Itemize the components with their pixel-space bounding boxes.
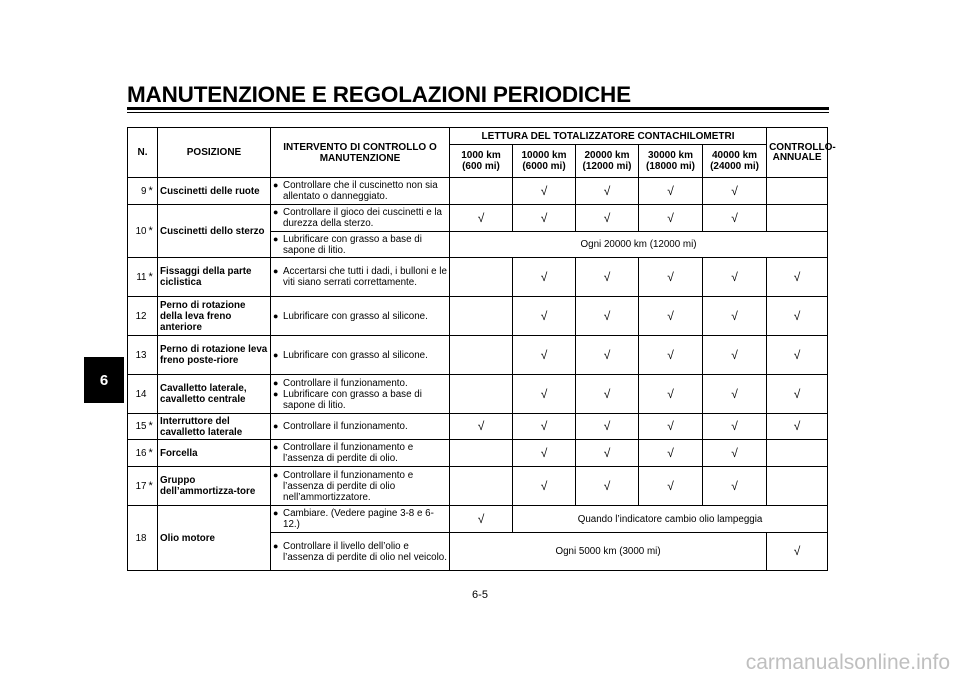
check-mark: √ xyxy=(639,414,703,440)
bullet-icon: ● xyxy=(273,469,279,480)
bullet-icon: ● xyxy=(273,442,279,452)
check-mark: √ xyxy=(639,297,703,336)
bullet-icon: ● xyxy=(273,421,279,431)
interval-note: Quando l’indicatore cambio olio lampeggia xyxy=(513,506,828,533)
bullet-icon: ● xyxy=(273,180,279,190)
check-mark: √ xyxy=(703,414,767,440)
table-row: 12 Perno di rotazione della leva freno anteriore ● Lubrificare con grasso al silicone. √ √ √ √ √ xyxy=(128,297,828,336)
check-mark: √ xyxy=(513,414,576,440)
check-mark: √ xyxy=(576,440,639,467)
check-mark: √ xyxy=(450,414,513,440)
header-position: POSIZIONE xyxy=(158,128,271,178)
bullet-icon: ● xyxy=(273,508,279,518)
bullet-icon: ● xyxy=(273,233,279,244)
check-mark: √ xyxy=(767,414,828,440)
header-km-10000: 10000 km (6000 mi) xyxy=(513,145,576,178)
check-mark: √ xyxy=(703,375,767,414)
interval-note: Ogni 5000 km (3000 mi) xyxy=(450,533,767,571)
check-mark: √ xyxy=(703,336,767,375)
table-row: ● Controllare il livello dell’olio e l’assenza di perdite di olio nel veicolo. Ogni 5000 km (3000 mi) √ xyxy=(128,533,828,571)
check-mark: √ xyxy=(513,258,576,297)
check-mark: √ xyxy=(576,178,639,205)
check-mark: √ xyxy=(576,258,639,297)
header-intervention: INTERVENTO DI CONTROLLO O MANUTENZIONE xyxy=(271,128,450,178)
check-mark: √ xyxy=(639,336,703,375)
check-mark: √ xyxy=(639,178,703,205)
chapter-tab: 6 xyxy=(84,357,124,403)
check-mark: √ xyxy=(639,467,703,506)
check-mark: √ xyxy=(767,258,828,297)
check-mark: √ xyxy=(703,258,767,297)
check-mark: √ xyxy=(703,467,767,506)
check-mark: √ xyxy=(639,440,703,467)
check-mark: √ xyxy=(767,375,828,414)
bullet-icon: ● xyxy=(273,310,279,321)
check-mark: √ xyxy=(767,297,828,336)
watermark: carmanualsonline.info xyxy=(745,651,950,674)
header-km-1000: 1000 km (600 mi) xyxy=(450,145,513,178)
check-mark: √ xyxy=(513,375,576,414)
check-mark: √ xyxy=(639,375,703,414)
check-mark: √ xyxy=(513,297,576,336)
bullet-icon: ● xyxy=(273,377,279,388)
check-mark: √ xyxy=(703,440,767,467)
page-number: 6-5 xyxy=(472,589,488,601)
header-km-30000: 30000 km (18000 mi) xyxy=(639,145,703,178)
check-mark: √ xyxy=(513,440,576,467)
table-row: ● Lubrificare con grasso a base di sapone di litio. Ogni 20000 km (12000 mi) xyxy=(128,232,828,258)
bullet-icon: ● xyxy=(273,207,279,217)
table-row: 9 * Cuscinetti delle ruote ● Controllare che il cuscinetto non sia allentato o danneggiato. √ √ √ √ xyxy=(128,178,828,205)
header-km-20000: 20000 km (12000 mi) xyxy=(576,145,639,178)
check-mark: √ xyxy=(450,205,513,232)
check-mark: √ xyxy=(767,533,828,571)
table-row: 13 Perno di rotazione leva freno poste-riore ● Lubrificare con grasso al silicone. √ √ √ √ √ xyxy=(128,336,828,375)
title-rule-thick xyxy=(127,107,829,110)
check-mark: √ xyxy=(513,336,576,375)
table-row: 11 * Fissaggi della parte ciclistica ● Accertarsi che tutti i dadi, i bulloni e le viti siano serrati correttamente. √ √ √ √ √ xyxy=(128,258,828,297)
bullet-icon: ● xyxy=(273,266,279,276)
bullet-icon: ● xyxy=(273,349,279,360)
page-title: MANUTENZIONE E REGOLAZIONI PERIODICHE xyxy=(127,82,631,107)
header-odometer: LETTURA DEL TOTALIZZATORE CONTACHILOMETRI xyxy=(450,128,767,145)
check-mark: √ xyxy=(767,336,828,375)
check-mark: √ xyxy=(513,467,576,506)
check-mark: √ xyxy=(703,178,767,205)
check-mark: √ xyxy=(639,258,703,297)
check-mark: √ xyxy=(576,205,639,232)
maintenance-schedule-table xyxy=(127,127,836,571)
check-mark: √ xyxy=(576,297,639,336)
header-annual: CONTROLLO-ANNUALE xyxy=(767,128,828,178)
interval-note: Ogni 20000 km (12000 mi) xyxy=(450,232,828,258)
check-mark: √ xyxy=(513,205,576,232)
table-row: 15 * Interruttore del cavalletto laterale ● Controllare il funzionamento. √ √ √ √ √ √ xyxy=(128,414,828,440)
check-mark: √ xyxy=(576,467,639,506)
table-row: 17 * Gruppo dell’ammortizza-tore ● Controllare il funzionamento e l’assenza di perdite di olio nell’ammortizzatore. √ √ √ √ xyxy=(128,467,828,506)
bullet-icon: ● xyxy=(273,540,279,551)
header-km-40000: 40000 km (24000 mi) xyxy=(703,145,767,178)
check-mark: √ xyxy=(576,414,639,440)
check-mark: √ xyxy=(576,336,639,375)
header-n: N. xyxy=(128,128,158,178)
check-mark: √ xyxy=(576,375,639,414)
table-row: 14 Cavalletto laterale, cavalletto centrale ● Controllare il funzionamento. ● Lubrificare con grasso a base di sapone di litio. √ √ √ √ √ xyxy=(128,375,828,414)
check-mark: √ xyxy=(703,205,767,232)
table-row: 16 * Forcella ● Controllare il funzionamento e l’assenza di perdite di olio. √ √ √ √ xyxy=(128,440,828,467)
bullet-icon: ● xyxy=(273,388,279,399)
title-rule-thin xyxy=(127,112,829,113)
check-mark: √ xyxy=(703,297,767,336)
table-row: 18 Olio motore ● Cambiare. (Vedere pagine 3-8 e 6-12.) √ Quando l’indicatore cambio olio lampeggia xyxy=(128,506,828,533)
check-mark: √ xyxy=(513,178,576,205)
check-mark: √ xyxy=(639,205,703,232)
table-row: 10 * Cuscinetti dello sterzo ● Controllare il gioco dei cuscinetti e la durezza della sterzo. √ √ √ √ √ xyxy=(128,205,828,232)
check-mark: √ xyxy=(450,506,513,533)
